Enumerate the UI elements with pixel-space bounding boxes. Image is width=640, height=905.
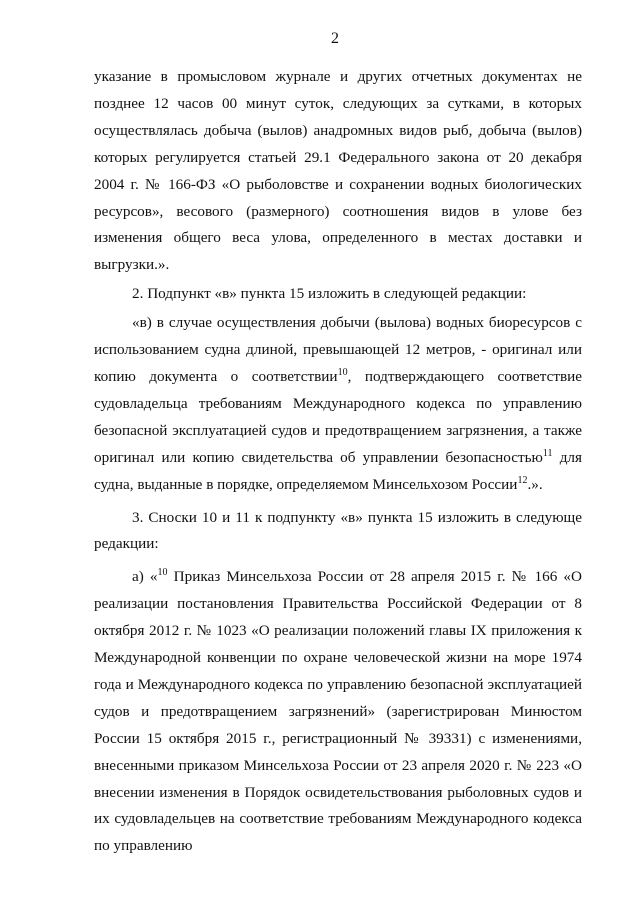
footnote-mark-10: 10	[157, 567, 168, 579]
footnote-ref-12: 12	[517, 474, 528, 486]
paragraph-5-prefix: а) «	[132, 568, 158, 586]
document-body	[94, 64, 582, 860]
page-number: 2	[331, 30, 339, 47]
paragraph-5	[94, 564, 582, 860]
footnote-ref-11: 11	[542, 447, 553, 459]
paragraph-4: 3. Сноски 10 и 11 к подпункту «в» пункта 15 изложить в следующе редакции:	[94, 508, 582, 553]
paragraph-3-text-4: .».	[527, 475, 543, 493]
paragraph-2: 2. Подпункт «в» пункта 15 изложить в следующей редакции:	[132, 285, 527, 303]
paragraph-3-text-2: , подтверждающего соответствие судовладельца требованиям Международного кодекса по управлению безопасной эксплуатацией судов и предотвращением загрязнения, а также оригинал или копию свидетельства об управлении безопасностью	[94, 367, 582, 466]
paragraph-3-text-3: для судна, выданные в порядке, определяемом Минсельхозом России	[94, 448, 582, 493]
footnote-ref-10: 10	[337, 366, 348, 378]
paragraph-3	[94, 310, 582, 498]
paragraph-3-text-1: «в) в случае осуществления добычи (вылова) водных биоресурсов с использованием судна длиной, превышающей 12 метров, - оригинал или копию документа о соответствии	[94, 314, 582, 385]
paragraph-1: указание в промысловом журнале и других отчетных документах не позднее 12 часов 00 минут суток, следующих за сутками, в которых осуществлялась добыча (вылов) анадромных видов рыб, добыча (вылов) которых регулируется статьей 29.1 Федерального закона от 20 декабря 2004 г. № 166-ФЗ «О рыболовстве и сохранении водных биологических ресурсов», весового (размерного) соотношения видов в улове без изменения общего веса улова, определенного в местах доставки и выгрузки.».	[94, 68, 582, 274]
paragraph-5-text: Приказ Минсельхоза России от 28 апреля 2015 г. № 166 «О реализации постановления Правительства Российской Федерации от 8 октября 2012 г. № 1023 «О реализации положений главы IX приложения к Международной конвенции по охране человеческой жизни на море 1974 года и Международного кодекса по управлению безопасной эксплуатацией судов и предотвращением загрязнений» (зарегистрирован Минюстом России 15 октября 2015 г., регистрационный № 39331) с изменениями, внесенными приказом Минсельхоза России от 23 апреля 2020 г. № 223 «О внесении изменения в Порядок освидетельствования рыболовных судов и их судовладельцев на соответствие требованиям Международного кодекса по управлению	[94, 568, 582, 855]
